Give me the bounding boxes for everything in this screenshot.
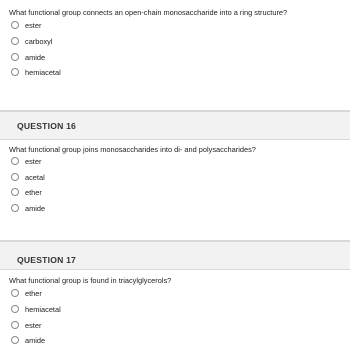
question-divider [0,139,350,140]
option-label: amide [25,335,46,345]
question-16-header [0,111,350,140]
option-label: amide [25,203,46,213]
question-divider [0,269,350,270]
radio-button[interactable] [11,157,19,165]
option-label: acetal [25,172,45,182]
question-15-option-carboxyl[interactable] [11,35,53,47]
question-16-option-amide[interactable] [11,202,45,214]
question-17-option-hemiacetal[interactable] [11,303,61,315]
radio-button[interactable] [11,53,19,61]
question-16-option-ether[interactable] [11,186,42,198]
question-16-heading: QUESTION 16 [17,121,77,131]
question-15-option-amide[interactable] [11,51,45,63]
option-label: carboxyl [25,36,53,46]
radio-button[interactable] [11,321,19,329]
question-17-option-ether[interactable] [11,287,42,299]
question-16-option-acetal[interactable] [11,171,45,183]
radio-button[interactable] [11,305,19,313]
question-16-prompt: What functional group joins monosaccharides into di- and polysaccharides? [9,145,256,154]
question-15-prompt: What functional group connects an open-chain monosaccharide into a ring structure? [9,8,288,17]
option-label: amide [25,52,46,62]
question-17-option-amide[interactable] [11,334,45,346]
option-label: ester [25,156,42,166]
option-label: ether [25,187,42,197]
question-17-prompt: What functional group is found in triacylglycerols? [9,276,172,285]
radio-button[interactable] [11,173,19,181]
radio-button[interactable] [11,37,19,45]
question-16-option-ester[interactable] [11,155,41,167]
option-label: ester [25,320,42,330]
radio-button[interactable] [11,68,19,76]
radio-button[interactable] [11,204,19,212]
option-label: ester [25,20,42,30]
option-label: hemiacetal [25,67,61,77]
question-17-option-ester[interactable] [11,319,41,331]
option-label: ether [25,288,42,298]
radio-button[interactable] [11,289,19,297]
question-17-heading: QUESTION 17 [17,255,77,265]
radio-button[interactable] [11,188,19,196]
radio-button[interactable] [11,336,19,344]
question-15-option-ester[interactable] [11,19,41,31]
option-label: hemiacetal [25,304,61,314]
question-17-header [0,241,350,270]
question-15-option-hemiacetal[interactable] [11,66,61,78]
radio-button[interactable] [11,21,19,29]
